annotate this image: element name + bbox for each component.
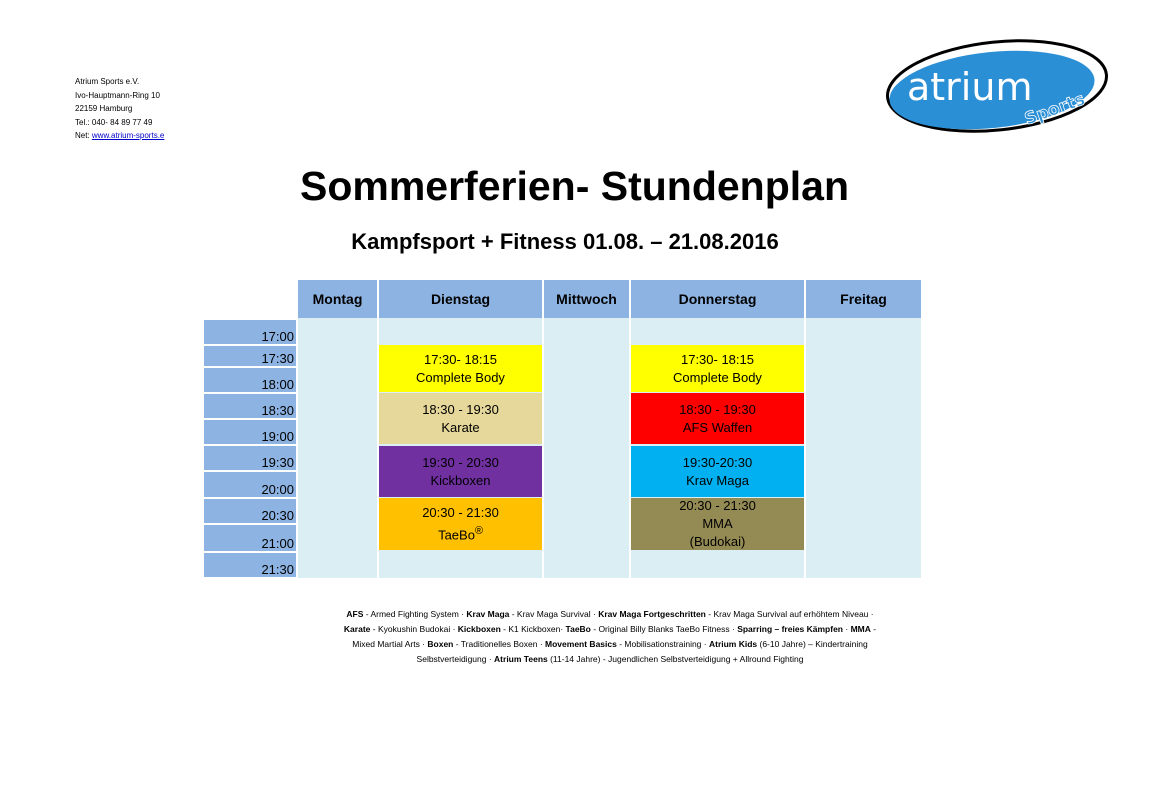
class-name-2: (Budokai) bbox=[689, 534, 746, 549]
city: 22159 Hamburg bbox=[75, 104, 133, 113]
class-time: 17:30- 18:15 bbox=[423, 351, 497, 367]
phone: Tel.: 040- 84 89 77 49 bbox=[75, 117, 153, 127]
column-mittwoch bbox=[544, 318, 629, 578]
class-slot bbox=[379, 498, 542, 550]
class-slot bbox=[379, 393, 542, 444]
class-name: Krav Maga bbox=[686, 472, 749, 488]
class-name: MMA bbox=[702, 516, 733, 531]
class-time: 19:30-20:30 bbox=[682, 454, 753, 470]
logo-sub: Sports bbox=[1021, 89, 1088, 130]
class-name: Complete Body bbox=[673, 369, 762, 385]
class-time: 19:30 - 20:30 bbox=[422, 454, 499, 470]
class-slot bbox=[631, 393, 804, 444]
time-label: 19:00 bbox=[204, 420, 296, 444]
class-slot bbox=[631, 498, 804, 550]
time-label: 18:30 bbox=[204, 394, 296, 418]
net-line: Net: www.atrium-sports.e bbox=[75, 131, 165, 140]
address-block bbox=[75, 75, 164, 143]
page-subtitle: Kampfsport + Fitness 01.08. – 21.08.2016 bbox=[351, 229, 779, 254]
logo-word: atrium bbox=[907, 65, 1033, 109]
class-name: TaeBo® bbox=[438, 524, 483, 543]
legend bbox=[300, 607, 920, 667]
class-time: 20:30 - 21:30 bbox=[679, 498, 756, 513]
legend-line: Mixed Martial Arts · Boxen - Traditionelles Boxen · Movement Basics - Mobilisationstraining · Atrium Kids (6-10 Jahre) – Kindertraining bbox=[352, 639, 868, 649]
time-label: 20:30 bbox=[204, 499, 296, 523]
atrium-logo bbox=[885, 38, 1111, 138]
class-time: 17:30- 18:15 bbox=[680, 351, 754, 367]
class-name: Karate bbox=[441, 419, 480, 435]
header-freitag: Freitag bbox=[806, 280, 921, 318]
class-slot bbox=[379, 446, 542, 497]
header-donnerstag: Donnerstag bbox=[631, 280, 804, 318]
time-label: 21:30 bbox=[204, 553, 296, 577]
street: Ivo-Hauptmann-Ring 10 bbox=[75, 90, 160, 100]
time-label: 18:00 bbox=[204, 368, 296, 392]
page-title: Sommerferien- Stundenplan bbox=[299, 163, 849, 209]
org-name: Atrium Sports e.V. bbox=[75, 77, 140, 86]
header-mittwoch: Mittwoch bbox=[544, 280, 629, 318]
class-slot bbox=[631, 345, 804, 392]
class-name: Kickboxen bbox=[430, 472, 491, 488]
time-label: 19:30 bbox=[204, 446, 296, 470]
time-label: 20:00 bbox=[204, 472, 296, 497]
class-time: 18:30 - 19:30 bbox=[422, 401, 499, 417]
header-dienstag: Dienstag bbox=[379, 280, 542, 318]
registered-mark: ® bbox=[474, 524, 483, 537]
class-time: 20:30 - 21:30 bbox=[422, 504, 499, 520]
class-slot bbox=[379, 345, 542, 392]
time-label: 17:30 bbox=[204, 346, 296, 366]
class-slot bbox=[631, 446, 804, 497]
website-link[interactable]: www.atrium-sports.e bbox=[91, 131, 165, 140]
column-montag bbox=[298, 318, 377, 578]
class-name: Complete Body bbox=[416, 369, 505, 385]
class-name: AFS Waffen bbox=[682, 419, 753, 435]
time-label: 21:00 bbox=[204, 525, 296, 551]
time-label: 17:00 bbox=[204, 320, 296, 344]
column-freitag bbox=[806, 318, 921, 578]
class-time: 18:30 - 19:30 bbox=[679, 401, 756, 417]
legend-line: Selbstverteidigung · Atrium Teens (11-14 Jahre) - Jugendlichen Selbstverteidigung + Allround Fighting bbox=[416, 654, 804, 664]
legend-line: AFS - Armed Fighting System · Krav Maga - Krav Maga Survival · Krav Maga Fortgeschritten - Krav Maga Survival auf erhöhtem Niveau · bbox=[346, 609, 874, 619]
legend-line: Karate - Kyokushin Budokai · Kickboxen - K1 Kickboxen· TaeBo - Original Billy Blanks TaeBo Fitness · Sparring – freies Kämpfen · MMA - bbox=[343, 624, 877, 634]
header-montag: Montag bbox=[298, 280, 377, 318]
